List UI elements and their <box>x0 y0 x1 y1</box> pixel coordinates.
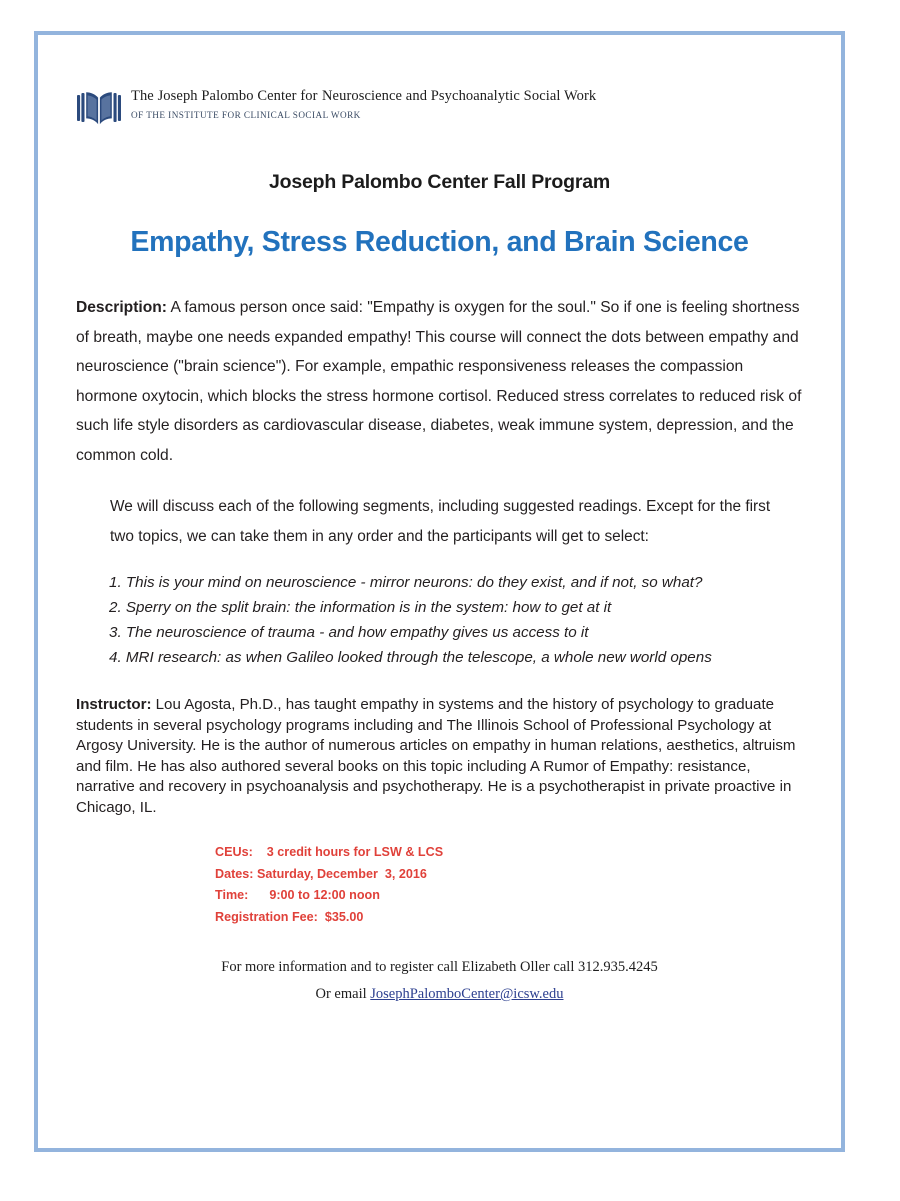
description-paragraph <box>76 293 803 470</box>
detail-registration-fee: Registration Fee: $35.00 <box>215 909 364 924</box>
detail-ceus: CEUs: 3 credit hours for LSW & LCS <box>215 845 444 859</box>
instructor-paragraph <box>76 695 803 818</box>
list-item: 3. The neuroscience of trauma - and how empathy gives us access to it <box>109 624 589 641</box>
open-book-icon <box>76 89 122 129</box>
segments-intro: We will discuss each of the following segments, including suggested readings. Except for the first two topics, we can take them in any order and the participants will get to select: <box>110 498 771 545</box>
program-kicker: Joseph Palombo Center Fall Program <box>268 171 611 193</box>
email-link[interactable]: JosephPalomboCenter@icsw.edu <box>370 986 564 1002</box>
footer-email-line <box>76 981 803 1008</box>
logo-line-2: Neuroscience and Psychoanalytic Social Work <box>321 88 597 104</box>
organization-logo <box>76 35 803 129</box>
flyer-content <box>38 35 841 1148</box>
logo-wordmark <box>131 87 803 123</box>
footer-contact <box>76 954 803 1008</box>
topic-list <box>109 571 793 669</box>
list-item: 4. MRI research: as when Galileo looked through the telescope, a whole new world opens <box>109 649 712 666</box>
list-item: 1. This is your mind on neuroscience - mirror neurons: do they exist, and if not, so what? <box>109 574 703 591</box>
list-item: 2. Sperry on the split brain: the information is in the system: how to get at it <box>109 599 612 616</box>
footer-email-prefix: Or email <box>315 986 371 1002</box>
logo-lockup <box>76 87 803 129</box>
description-label: Description: <box>76 299 167 316</box>
detail-time: Time: 9:00 to 12:00 noon <box>215 888 380 902</box>
flyer-page <box>34 31 845 1152</box>
logo-line-3: OF THE INSTITUTE FOR CLINICAL SOCIAL WORK <box>131 110 361 120</box>
description-body: A famous person once said: "Empathy is oxygen for the soul." So if one is feeling shortness of breath, maybe one needs expanded empathy! This course will connect the dots between empathy and neuroscience ("brain science"). For example, empathic responsiveness releases the compassion hormone oxytocin, which blocks the stress hormone cortisol. Reduced stress correlates to reduced risk of such life style disorders as cardiovascular disease, diabetes, weak immune system, depression, and the common cold. <box>76 299 802 464</box>
page-title: Empathy, Stress Reduction, and Brain Science <box>130 226 749 258</box>
footer-phone-line: For more information and to register call Elizabeth Oller call 312.935.4245 <box>221 959 658 975</box>
course-details <box>215 842 803 928</box>
detail-dates: Dates: Saturday, December 3, 2016 <box>215 866 427 881</box>
instructor-body: Lou Agosta, Ph.D., has taught empathy in systems and the history of psychology to graduate students in several psychology programs including and The Illinois School of Professional Psychology at Argosy University. He is the author of numerous articles on empathy in human relations, aesthetics, altruism and film. He has also authored several books on this topic including A Rumor of Empathy: resistance, narrative and recovery in psychoanalysis and psychotherapy. He is a psychotherapist in private proactive in Chicago, IL. <box>76 696 796 816</box>
logo-line-1: The Joseph Palombo Center for <box>131 88 318 104</box>
instructor-label: Instructor: <box>76 696 152 713</box>
